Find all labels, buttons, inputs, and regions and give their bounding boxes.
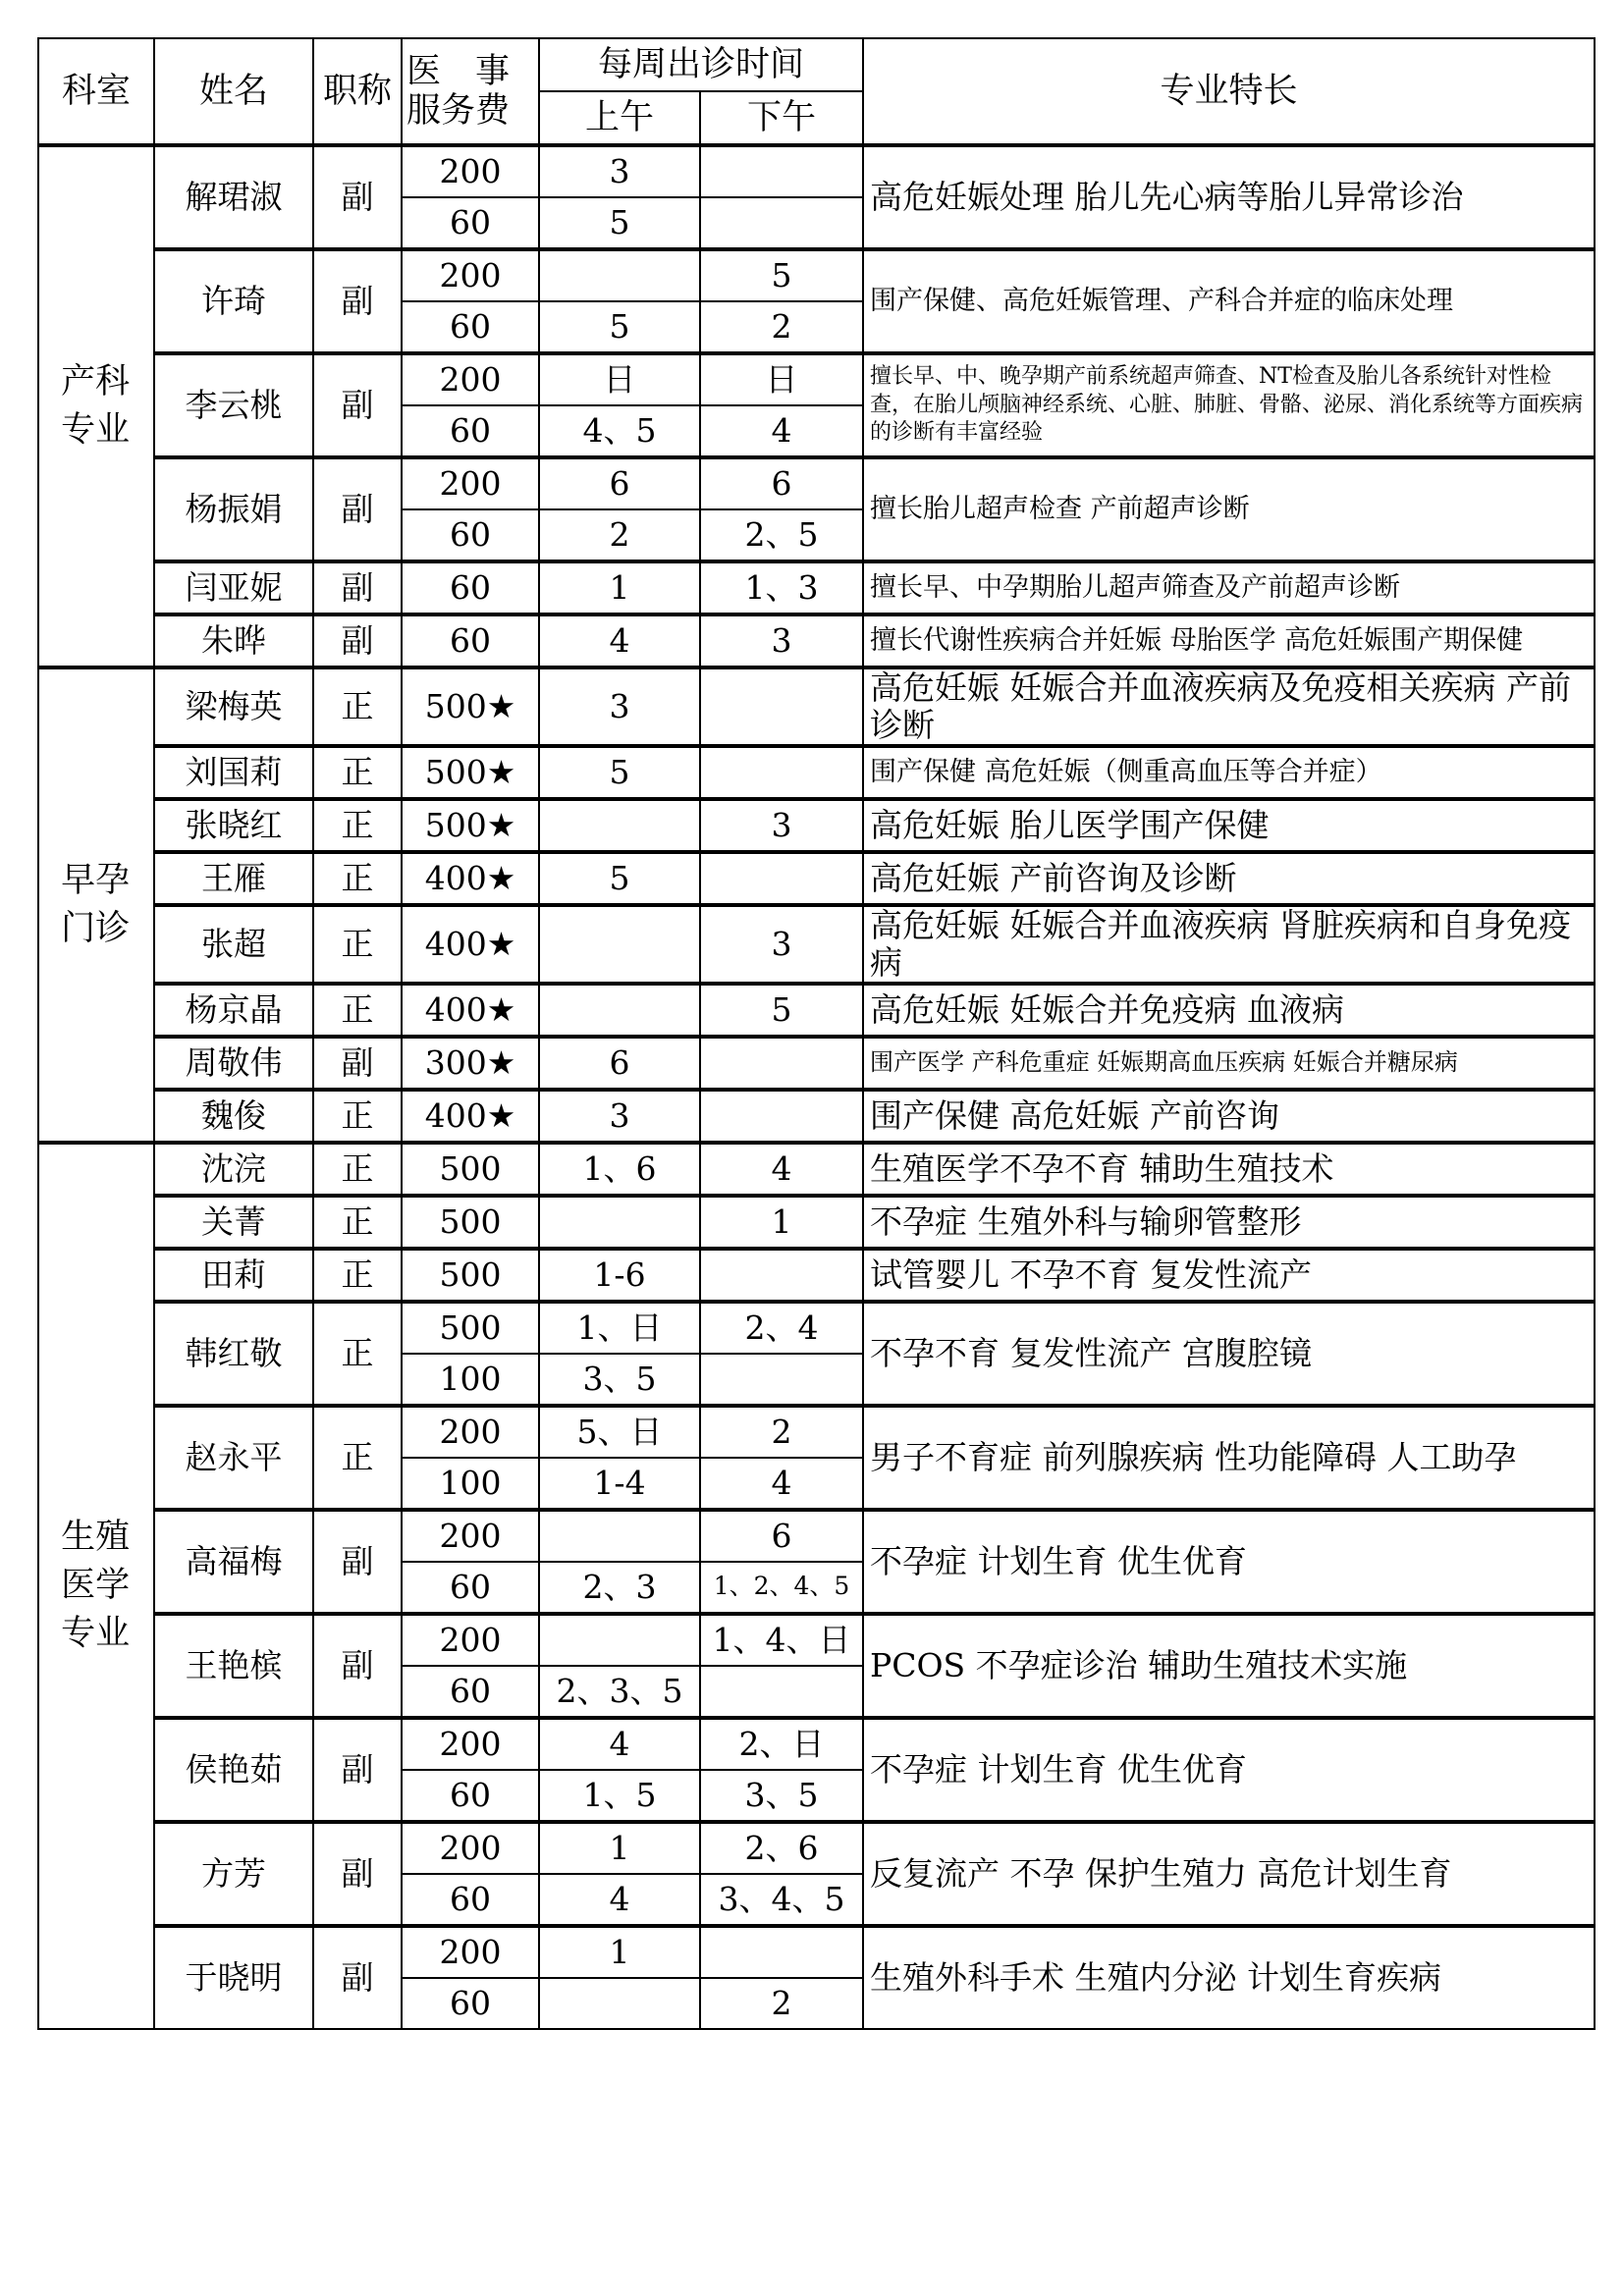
doctor-title: 副 (313, 353, 402, 457)
dept-cell (38, 145, 154, 667)
specialty-cell: 男子不育症 前列腺疾病 性功能障碍 人工助孕 (863, 1406, 1595, 1510)
fee-cell: 500 (402, 1143, 539, 1196)
specialty-cell: PCOS 不孕症诊治 辅助生殖技术实施 (863, 1614, 1595, 1718)
header-am: 上午 (539, 91, 700, 145)
am-cell: 5 (539, 852, 700, 905)
dept-label: 生殖医学专业 (61, 1518, 131, 1654)
am-cell: 1 (539, 1926, 700, 1978)
doctor-name: 方芳 (154, 1822, 313, 1926)
am-cell (539, 984, 700, 1037)
fee-cell: 500 (402, 1302, 539, 1354)
fee-cell: 60 (402, 301, 539, 353)
fee-cell: 60 (402, 614, 539, 667)
header-schedule: 每周出诊时间 (539, 38, 863, 91)
doctor-title: 正 (313, 1090, 402, 1143)
pm-cell (700, 1090, 863, 1143)
doctor-title: 副 (313, 1718, 402, 1822)
fee-cell: 100 (402, 1458, 539, 1510)
pm-cell (700, 667, 863, 746)
doctor-name: 侯艳茹 (154, 1718, 313, 1822)
table-row (38, 852, 1595, 905)
am-cell: 1-4 (539, 1458, 700, 1510)
fee-cell: 200 (402, 1822, 539, 1874)
am-cell: 2 (539, 509, 700, 561)
pm-cell: 2、5 (700, 509, 863, 561)
pm-cell (700, 197, 863, 249)
am-cell: 1 (539, 1822, 700, 1874)
table-row (38, 1926, 1595, 1978)
am-cell: 6 (539, 1037, 700, 1090)
am-cell (539, 1510, 700, 1562)
am-cell: 5 (539, 746, 700, 799)
doctor-name: 王雁 (154, 852, 313, 905)
specialty-cell: 高危妊娠 妊娠合并免疫病 血液病 (863, 984, 1595, 1037)
fee-cell: 500★ (402, 799, 539, 852)
pm-cell (700, 852, 863, 905)
doctor-title: 副 (313, 1037, 402, 1090)
specialty-cell: 擅长早、中孕期胎儿超声筛查及产前超声诊断 (863, 561, 1595, 614)
header-fee (402, 38, 539, 145)
fee-cell: 60 (402, 197, 539, 249)
fee-cell: 500★ (402, 667, 539, 746)
table-row (38, 799, 1595, 852)
table-row (38, 1037, 1595, 1090)
pm-cell (700, 145, 863, 197)
fee-cell: 60 (402, 1770, 539, 1822)
table-row (38, 1510, 1595, 1562)
doctor-name: 杨京晶 (154, 984, 313, 1037)
am-cell: 3 (539, 1090, 700, 1143)
specialty-cell: 不孕症 生殖外科与输卵管整形 (863, 1196, 1595, 1249)
fee-cell: 200 (402, 249, 539, 301)
dept-label: 产科专业 (61, 362, 131, 450)
doctor-title: 副 (313, 1822, 402, 1926)
table-row (38, 1718, 1595, 1770)
table-row (38, 1249, 1595, 1302)
doctor-name: 韩红敬 (154, 1302, 313, 1406)
fee-cell: 60 (402, 509, 539, 561)
pm-cell: 2 (700, 1978, 863, 2029)
specialty-cell: 高危妊娠 产前咨询及诊断 (863, 852, 1595, 905)
specialty-cell: 试管婴儿 不孕不育 复发性流产 (863, 1249, 1595, 1302)
am-cell (539, 1196, 700, 1249)
am-cell (539, 1614, 700, 1666)
specialty-cell: 围产医学 产科危重症 妊娠期高血压疾病 妊娠合并糖尿病 (863, 1037, 1595, 1090)
table-row (38, 984, 1595, 1037)
fee-cell: 200 (402, 353, 539, 405)
table-row (38, 561, 1595, 614)
doctor-title: 正 (313, 1196, 402, 1249)
fee-cell: 300★ (402, 1037, 539, 1090)
fee-cell: 400★ (402, 852, 539, 905)
table-row (38, 746, 1595, 799)
pm-cell: 6 (700, 1510, 863, 1562)
am-cell: 6 (539, 457, 700, 509)
am-cell: 3 (539, 667, 700, 746)
am-cell (539, 905, 700, 984)
specialty-cell: 高危妊娠 胎儿医学围产保健 (863, 799, 1595, 852)
doctor-name: 关菁 (154, 1196, 313, 1249)
doctor-name: 解珺淑 (154, 145, 313, 249)
am-cell: 1 (539, 561, 700, 614)
doctor-title: 副 (313, 145, 402, 249)
specialty-cell: 高危妊娠处理 胎儿先心病等胎儿异常诊治 (863, 145, 1595, 249)
doctor-title: 正 (313, 1249, 402, 1302)
pm-cell: 3 (700, 905, 863, 984)
pm-cell: 4 (700, 1143, 863, 1196)
doctor-name: 刘国莉 (154, 746, 313, 799)
specialty-cell: 高危妊娠 妊娠合并血液疾病及免疫相关疾病 产前诊断 (863, 667, 1595, 746)
doctor-title: 副 (313, 249, 402, 353)
fee-cell: 500★ (402, 746, 539, 799)
pm-cell (700, 1354, 863, 1406)
fee-cell: 200 (402, 1406, 539, 1458)
doctor-name: 张晓红 (154, 799, 313, 852)
specialty-cell: 不孕症 计划生育 优生优育 (863, 1510, 1595, 1614)
specialty-cell: 擅长早、中、晚孕期产前系统超声筛查、NT检查及胎儿各系统针对性检查，在胎儿颅脑神经系统、心脏、肺脏、骨骼、泌尿、消化系统等方面疾病的诊断有丰富经验 (863, 353, 1595, 457)
doctor-name: 梁梅英 (154, 667, 313, 746)
doctor-title: 正 (313, 799, 402, 852)
am-cell: 3、5 (539, 1354, 700, 1406)
pm-cell: 4 (700, 1458, 863, 1510)
pm-cell: 3、4、5 (700, 1874, 863, 1926)
am-cell (539, 1978, 700, 2029)
fee-cell: 60 (402, 405, 539, 457)
pm-cell: 5 (700, 984, 863, 1037)
header-fee-line2: 服务费 (406, 91, 511, 131)
pm-cell: 6 (700, 457, 863, 509)
fee-cell: 400★ (402, 905, 539, 984)
pm-cell: 3 (700, 799, 863, 852)
table-row (38, 1302, 1595, 1354)
am-cell (539, 799, 700, 852)
specialty-cell: 高危妊娠 妊娠合并血液疾病 肾脏疾病和自身免疫病 (863, 905, 1595, 984)
pm-cell (700, 1666, 863, 1718)
doctor-name: 田莉 (154, 1249, 313, 1302)
am-cell: 1-6 (539, 1249, 700, 1302)
specialty-cell: 生殖外科手术 生殖内分泌 计划生育疾病 (863, 1926, 1595, 2029)
pm-cell: 2、4 (700, 1302, 863, 1354)
doctor-title: 正 (313, 1406, 402, 1510)
doctor-name: 杨振娟 (154, 457, 313, 561)
table-body (38, 145, 1595, 2029)
am-cell: 1、5 (539, 1770, 700, 1822)
fee-cell: 200 (402, 1718, 539, 1770)
doctor-name: 沈浣 (154, 1143, 313, 1196)
pm-cell: 5 (700, 249, 863, 301)
pm-cell: 2、日 (700, 1718, 863, 1770)
fee-cell: 200 (402, 1510, 539, 1562)
dept-label: 早孕门诊 (61, 860, 131, 948)
am-cell: 2、3、5 (539, 1666, 700, 1718)
pm-cell: 2 (700, 1406, 863, 1458)
header-fee-line1: 医 事 (406, 51, 511, 91)
fee-cell: 200 (402, 1614, 539, 1666)
pm-cell: 1、3 (700, 561, 863, 614)
am-cell: 5、日 (539, 1406, 700, 1458)
doctor-name: 张超 (154, 905, 313, 984)
am-cell: 2、3 (539, 1562, 700, 1614)
pm-cell: 1、2、4、5 (700, 1562, 863, 1614)
am-cell: 1、6 (539, 1143, 700, 1196)
header-specialty: 专业特长 (863, 38, 1595, 145)
doctor-name: 高福梅 (154, 1510, 313, 1614)
pm-cell (700, 1249, 863, 1302)
fee-cell: 400★ (402, 984, 539, 1037)
pm-cell: 2 (700, 301, 863, 353)
specialty-cell: 围产保健、高危妊娠管理、产科合并症的临床处理 (863, 249, 1595, 353)
table-row (38, 1196, 1595, 1249)
specialty-cell: 反复流产 不孕 保护生殖力 高危计划生育 (863, 1822, 1595, 1926)
specialty-cell: 围产保健 高危妊娠（侧重高血压等合并症） (863, 746, 1595, 799)
dept-cell (38, 1143, 154, 2029)
table-row (38, 1822, 1595, 1874)
doctor-title: 正 (313, 1302, 402, 1406)
table-row (38, 1143, 1595, 1196)
doctor-title: 正 (313, 746, 402, 799)
fee-cell: 400★ (402, 1090, 539, 1143)
header-name: 姓名 (154, 38, 313, 145)
doctor-title: 副 (313, 1926, 402, 2029)
pm-cell: 4 (700, 405, 863, 457)
pm-cell (700, 1037, 863, 1090)
doctor-title: 副 (313, 1614, 402, 1718)
pm-cell (700, 1926, 863, 1978)
doctor-name: 周敬伟 (154, 1037, 313, 1090)
dept-cell (38, 667, 154, 1143)
table-row (38, 1614, 1595, 1666)
fee-cell: 100 (402, 1354, 539, 1406)
table-row (38, 1090, 1595, 1143)
pm-cell: 3 (700, 614, 863, 667)
doctor-title: 副 (313, 561, 402, 614)
fee-cell: 500 (402, 1249, 539, 1302)
doctor-name: 魏俊 (154, 1090, 313, 1143)
fee-cell: 60 (402, 1562, 539, 1614)
am-cell: 3 (539, 145, 700, 197)
fee-cell: 200 (402, 145, 539, 197)
specialty-cell: 生殖医学不孕不育 辅助生殖技术 (863, 1143, 1595, 1196)
am-cell (539, 249, 700, 301)
am-cell: 日 (539, 353, 700, 405)
pm-cell: 1 (700, 1196, 863, 1249)
fee-cell: 60 (402, 1978, 539, 2029)
header-title: 职称 (313, 38, 402, 145)
doctor-name: 闫亚妮 (154, 561, 313, 614)
fee-cell: 60 (402, 1666, 539, 1718)
am-cell: 4 (539, 614, 700, 667)
am-cell: 5 (539, 197, 700, 249)
doctor-name: 李云桃 (154, 353, 313, 457)
doctor-title: 正 (313, 984, 402, 1037)
pm-cell: 1、4、日 (700, 1614, 863, 1666)
table-row (38, 249, 1595, 301)
fee-cell: 60 (402, 561, 539, 614)
pm-cell: 2、6 (700, 1822, 863, 1874)
pm-cell: 日 (700, 353, 863, 405)
doctor-name: 赵永平 (154, 1406, 313, 1510)
table-row (38, 353, 1595, 405)
header-dept: 科室 (38, 38, 154, 145)
doctor-title: 副 (313, 614, 402, 667)
table-row (38, 145, 1595, 197)
doctor-title: 副 (313, 457, 402, 561)
clinic-schedule-table (37, 37, 1596, 2030)
doctor-title: 正 (313, 852, 402, 905)
fee-cell: 200 (402, 1926, 539, 1978)
fee-cell: 60 (402, 1874, 539, 1926)
am-cell: 1、日 (539, 1302, 700, 1354)
specialty-cell: 擅长代谢性疾病合并妊娠 母胎医学 高危妊娠围产期保健 (863, 614, 1595, 667)
doctor-title: 正 (313, 1143, 402, 1196)
specialty-cell: 不孕症 计划生育 优生优育 (863, 1718, 1595, 1822)
doctor-title: 副 (313, 1510, 402, 1614)
specialty-cell: 围产保健 高危妊娠 产前咨询 (863, 1090, 1595, 1143)
table-row (38, 457, 1595, 509)
pm-cell (700, 746, 863, 799)
fee-cell: 500 (402, 1196, 539, 1249)
fee-cell: 200 (402, 457, 539, 509)
doctor-name: 于晓明 (154, 1926, 313, 2029)
table-row (38, 1406, 1595, 1458)
am-cell: 5 (539, 301, 700, 353)
doctor-title: 正 (313, 667, 402, 746)
doctor-name: 王艳槟 (154, 1614, 313, 1718)
header-pm: 下午 (700, 91, 863, 145)
specialty-cell: 擅长胎儿超声检查 产前超声诊断 (863, 457, 1595, 561)
pm-cell: 3、5 (700, 1770, 863, 1822)
doctor-title: 正 (313, 905, 402, 984)
am-cell: 4 (539, 1874, 700, 1926)
doctor-name: 许琦 (154, 249, 313, 353)
doctor-name: 朱晔 (154, 614, 313, 667)
am-cell: 4、5 (539, 405, 700, 457)
specialty-cell: 不孕不育 复发性流产 宫腹腔镜 (863, 1302, 1595, 1406)
am-cell: 4 (539, 1718, 700, 1770)
